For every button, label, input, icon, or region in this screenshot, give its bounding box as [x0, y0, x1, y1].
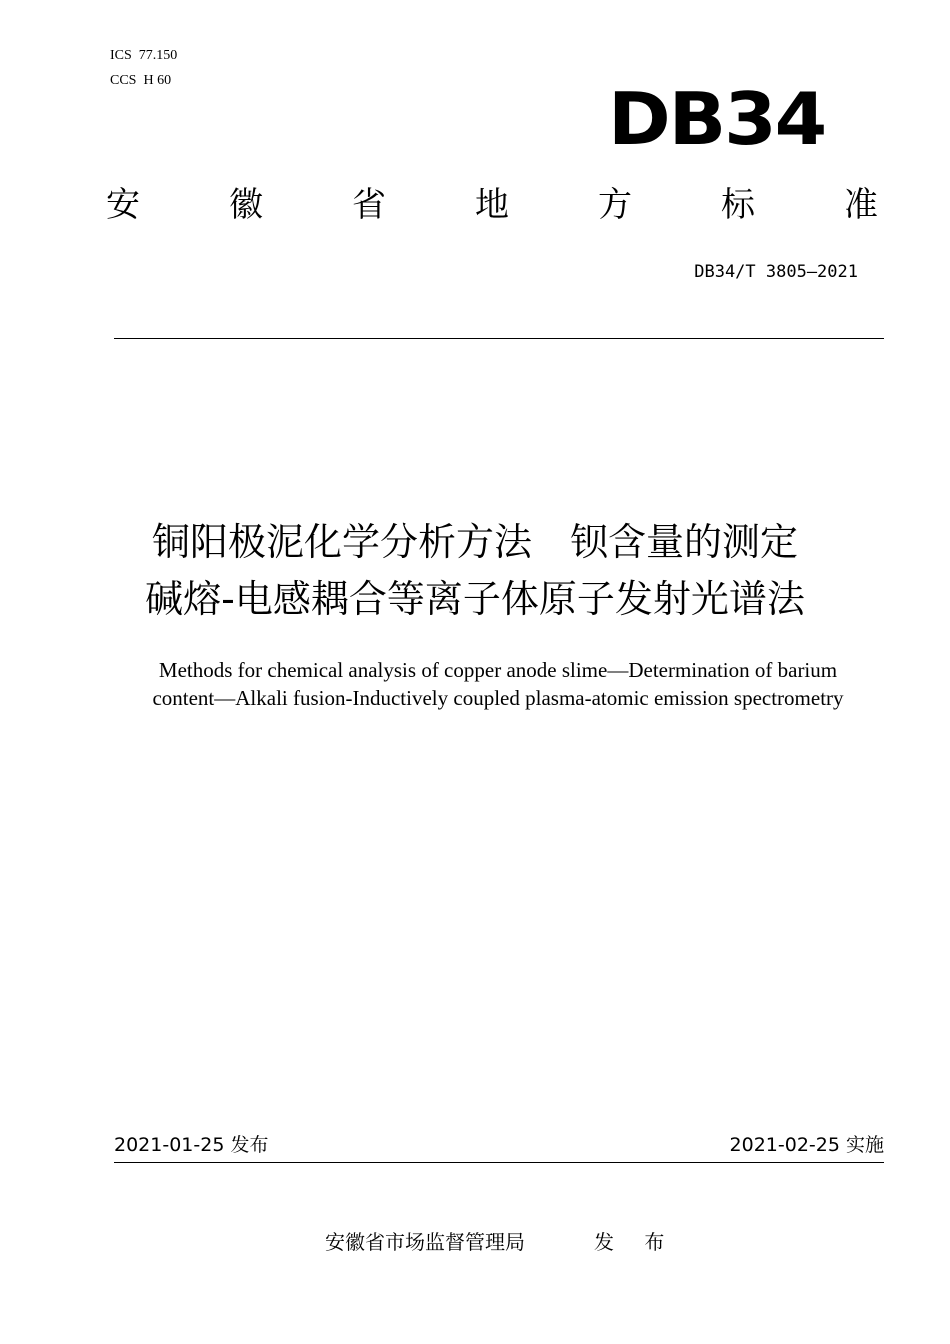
top-divider — [114, 338, 884, 339]
bottom-divider — [114, 1162, 884, 1163]
chinese-title-line-2: 碱熔-电感耦合等离子体原子发射光谱法 — [145, 577, 805, 621]
english-title-line-1: Methods for chemical analysis of copper anode slime—Determination of barium — [158, 658, 838, 682]
chinese-title-line-1: 铜阳极泥化学分析方法 钡含量的测定 — [151, 520, 798, 564]
standard-type-char: 地 — [475, 185, 509, 225]
db34-logo: DB34 — [608, 77, 826, 161]
standard-type-heading — [106, 183, 878, 227]
issue-date: 2021-01-25 发布 — [114, 1134, 269, 1156]
standard-type-char: 安 — [106, 185, 140, 225]
issuing-action: 发 布 — [594, 1230, 677, 1254]
ics-code: ICS 77.150 — [110, 48, 178, 63]
issuing-authority: 安徽省市场监督管理局 — [325, 1230, 525, 1254]
standard-number: DB34/T 3805—2021 — [694, 262, 858, 282]
implementation-date: 2021-02-25 实施 — [729, 1134, 884, 1156]
standard-type-char: 徽 — [229, 185, 263, 225]
english-title-line-2: content—Alkali fusion-Inductively coupled plasma-atomic emission spectrometry — [152, 686, 844, 710]
standard-type-char: 方 — [598, 185, 632, 225]
ccs-code: CCS H 60 — [110, 73, 172, 88]
standard-type-char: 准 — [844, 185, 878, 225]
standard-type-char: 标 — [721, 185, 755, 225]
standard-type-char: 省 — [352, 185, 386, 225]
